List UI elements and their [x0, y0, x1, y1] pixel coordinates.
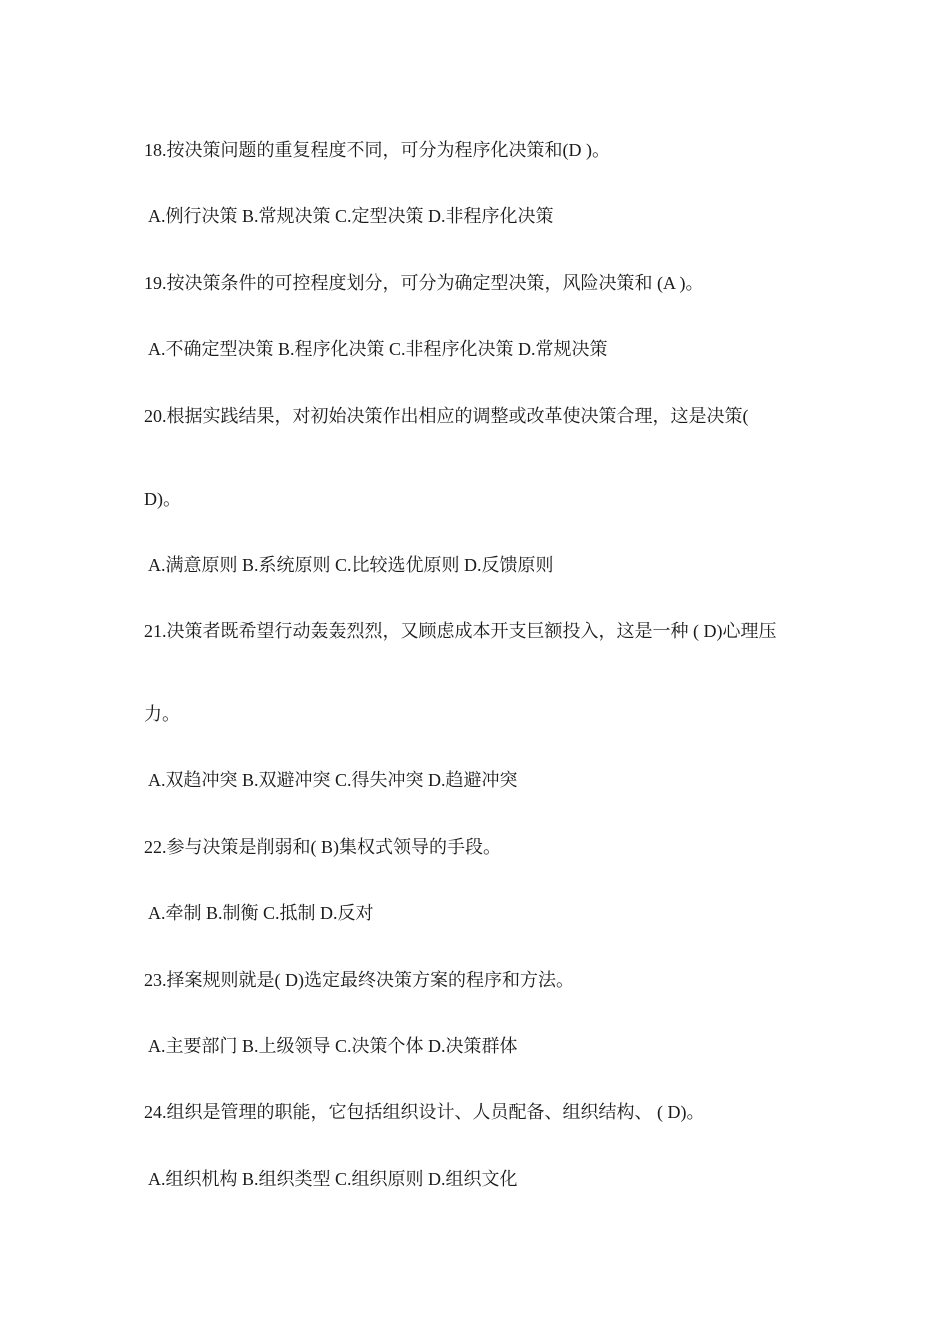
question-18-text: 18.按决策问题的重复程度不同，可分为程序化决策和(D )。 — [144, 140, 610, 160]
question-23-text: 23.择案规则就是( D)选定最终决策方案的程序和方法。 — [144, 970, 574, 990]
question-21-text: 21.决策者既希望行动轰轰烈烈，又顾虑成本开支巨额投入，这是一种 ( D)心理压 — [144, 621, 777, 641]
question-22-text: 22.参与决策是削弱和( B)集权式领导的手段。 — [144, 837, 501, 857]
question-22-options: A.牵制 B.制衡 C.抵制 D.反对 — [148, 903, 374, 923]
question-19-options: A.不确定型决策 B.程序化决策 C.非程序化决策 D.常规决策 — [148, 339, 608, 359]
question-21-options: A.双趋冲突 B.双避冲突 C.得失冲突 D.趋避冲突 — [148, 770, 518, 790]
question-23-options: A.主要部门 B.上级领导 C.决策个体 D.决策群体 — [148, 1036, 518, 1056]
question-19-text: 19.按决策条件的可控程度划分，可分为确定型决策，风险决策和 (A )。 — [144, 273, 704, 293]
question-24-options: A.组织机构 B.组织类型 C.组织原则 D.组织文化 — [148, 1169, 518, 1189]
question-20-options: A.满意原则 B.系统原则 C.比较选优原则 D.反馈原则 — [148, 555, 554, 575]
question-24-text: 24.组织是管理的职能，它包括组织设计、人员配备、组织结构、 ( D)。 — [144, 1102, 705, 1122]
question-18-options: A.例行决策 B.常规决策 C.定型决策 D.非程序化决策 — [148, 206, 554, 226]
question-20-text: 20.根据实践结果，对初始决策作出相应的调整或改革使决策合理，这是决策( — [144, 406, 749, 426]
question-20-text-continued: D)。 — [144, 489, 181, 509]
question-21-text-continued: 力。 — [144, 704, 180, 724]
